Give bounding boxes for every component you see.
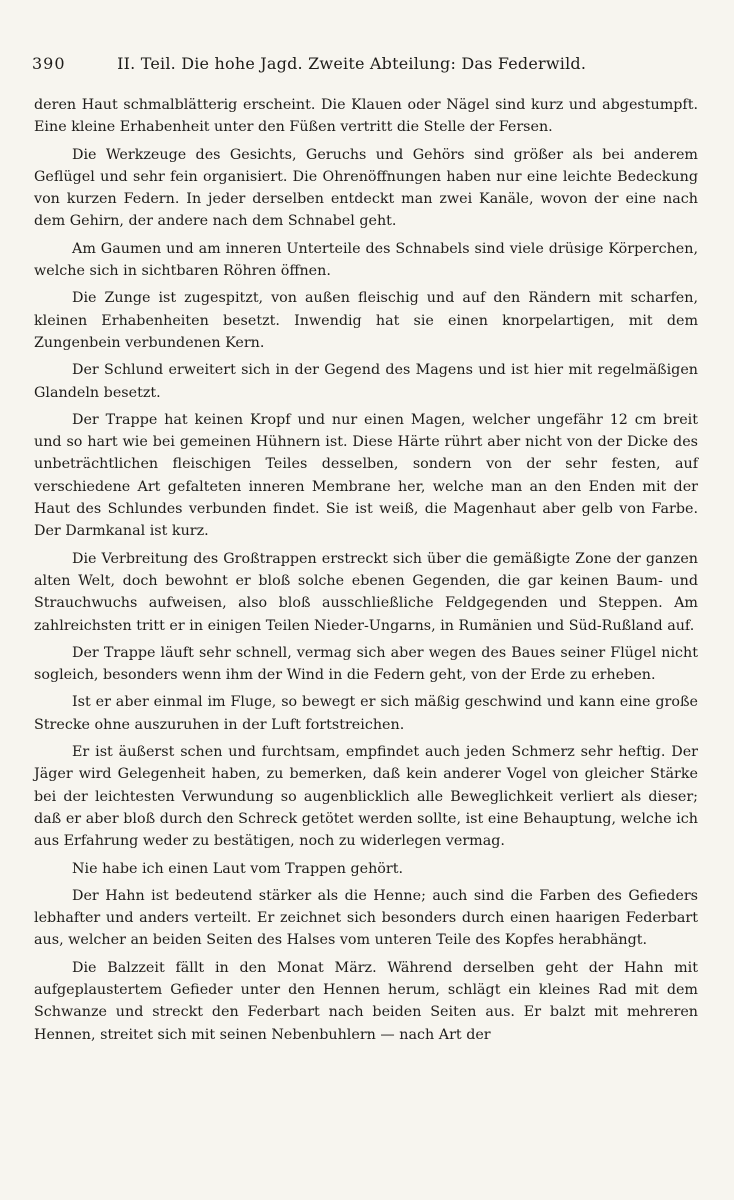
- running-head: II. Teil. Die hohe Jagd. Zweite Abteilung: Das Federwild.: [117, 54, 587, 73]
- page-number: 390: [32, 54, 66, 73]
- paragraph: Die Verbreitung des Großtrappen erstreckt sich über die gemäßigte Zone der ganzen alten Welt, doch bewohnt er bloß solche ebenen Gegenden, die gar keinen Baum- und Strauchwuchs aufweisen, also bloß ausschließliche Feldgegenden und Steppen. Am zahlreichsten tritt er in einigen Teilen Nieder-Ungarns, in Rumänien und Süd-Rußland auf.: [34, 550, 698, 634]
- body-text: [34, 94, 698, 1051]
- paragraph: deren Haut schmalblätterig erscheint. Die Klauen oder Nägel sind kurz und abgestumpft. Eine kleine Erhabenheit unter den Füßen vertritt die Stelle der Fersen.: [34, 97, 698, 136]
- paragraph: Der Hahn ist bedeutend stärker als die Henne; auch sind die Farben des Gefieders lebhafter und anders verteilt. Er zeichnet sich besonders durch einen haarigen Federbart aus, welcher an beiden Seiten des Halses vom unteren Teile des Kopfes herabhängt.: [34, 887, 698, 949]
- paragraph: Nie habe ich einen Laut vom Trappen gehört.: [72, 860, 404, 877]
- page-header: [32, 54, 612, 73]
- paragraph: Die Zunge ist zugespitzt, von außen fleischig und auf den Rändern mit scharfen, kleinen Erhabenheiten besetzt. Inwendig hat sie einen knorpelartigen, mit dem Zungenbein verbundenen Kern.: [34, 290, 698, 351]
- paragraph: Am Gaumen und am inneren Unterteile des Schnabels sind viele drüsige Körperchen, welche sich in sichtbaren Röhren öffnen.: [34, 240, 698, 280]
- paragraph: Ist er aber einmal im Fluge, so bewegt er sich mäßig geschwind und kann eine große Strecke ohne auszuruhen in der Luft fortstreichen.: [34, 694, 698, 733]
- paragraph: Der Trappe läuft sehr schnell, vermag sich aber wegen des Baues seiner Flügel nicht sogleich, besonders wenn ihm der Wind in die Federn geht, von der Erde zu erheben.: [34, 644, 698, 684]
- paragraph: Er ist äußerst schen und furchtsam, empfindet auch jeden Schmerz sehr heftig. Der Jäger wird Gelegenheit haben, zu bemerken, daß kein anderer Vogel von gleicher Stärke bei der leichtesten Verwundung so augenblicklich alle Beweglichkeit verliert als dieser; daß er aber bloß durch den Schreck getötet werden sollte, ist eine Behauptung, welche ich aus Erfahrung weder zu bestätigen, noch zu widerlegen vermag.: [34, 744, 698, 850]
- paragraph: Der Schlund erweitert sich in der Gegend des Magens und ist hier mit regelmäßigen Glandeln besetzt.: [34, 362, 698, 401]
- paragraph: Der Trappe hat keinen Kropf und nur einen Magen, welcher ungefähr 12 cm breit und so hart wie bei gemeinen Hühnern ist. Diese Härte rührt aber nicht von der Dicke des unbeträchtlichen fleischigen Teiles desselben, sondern von der sehr festen, auf verschiedene Art gefalteten inneren Membrane her, welche man an den Enden mit der Haut des Schlundes verbunden findet. Sie ist weiß, die Magenhaut aber gelb von Farbe. Der Darmkanal ist kurz.: [34, 411, 698, 540]
- paragraph: Die Werkzeuge des Gesichts, Geruchs und Gehörs sind größer als bei anderem Geflügel und sehr fein organisiert. Die Ohrenöffnungen haben nur eine leichte Bedeckung von kurzen Federn. In jeder derselben entdeckt man zwei Kanäle, wovon der eine nach dem Gehirn, der andere nach dem Schnabel geht.: [34, 146, 698, 230]
- paragraph: Die Balzzeit fällt in den Monat März. Während derselben geht der Hahn mit aufgeplaustertem Gefieder unter den Hennen herum, schlägt ein kleines Rad mit dem Schwanze und streckt den Federbart nach beiden Seiten aus. Er balzt mit mehreren Hennen, streitet sich mit seinen Nebenbuhlern — nach Art der: [34, 959, 698, 1043]
